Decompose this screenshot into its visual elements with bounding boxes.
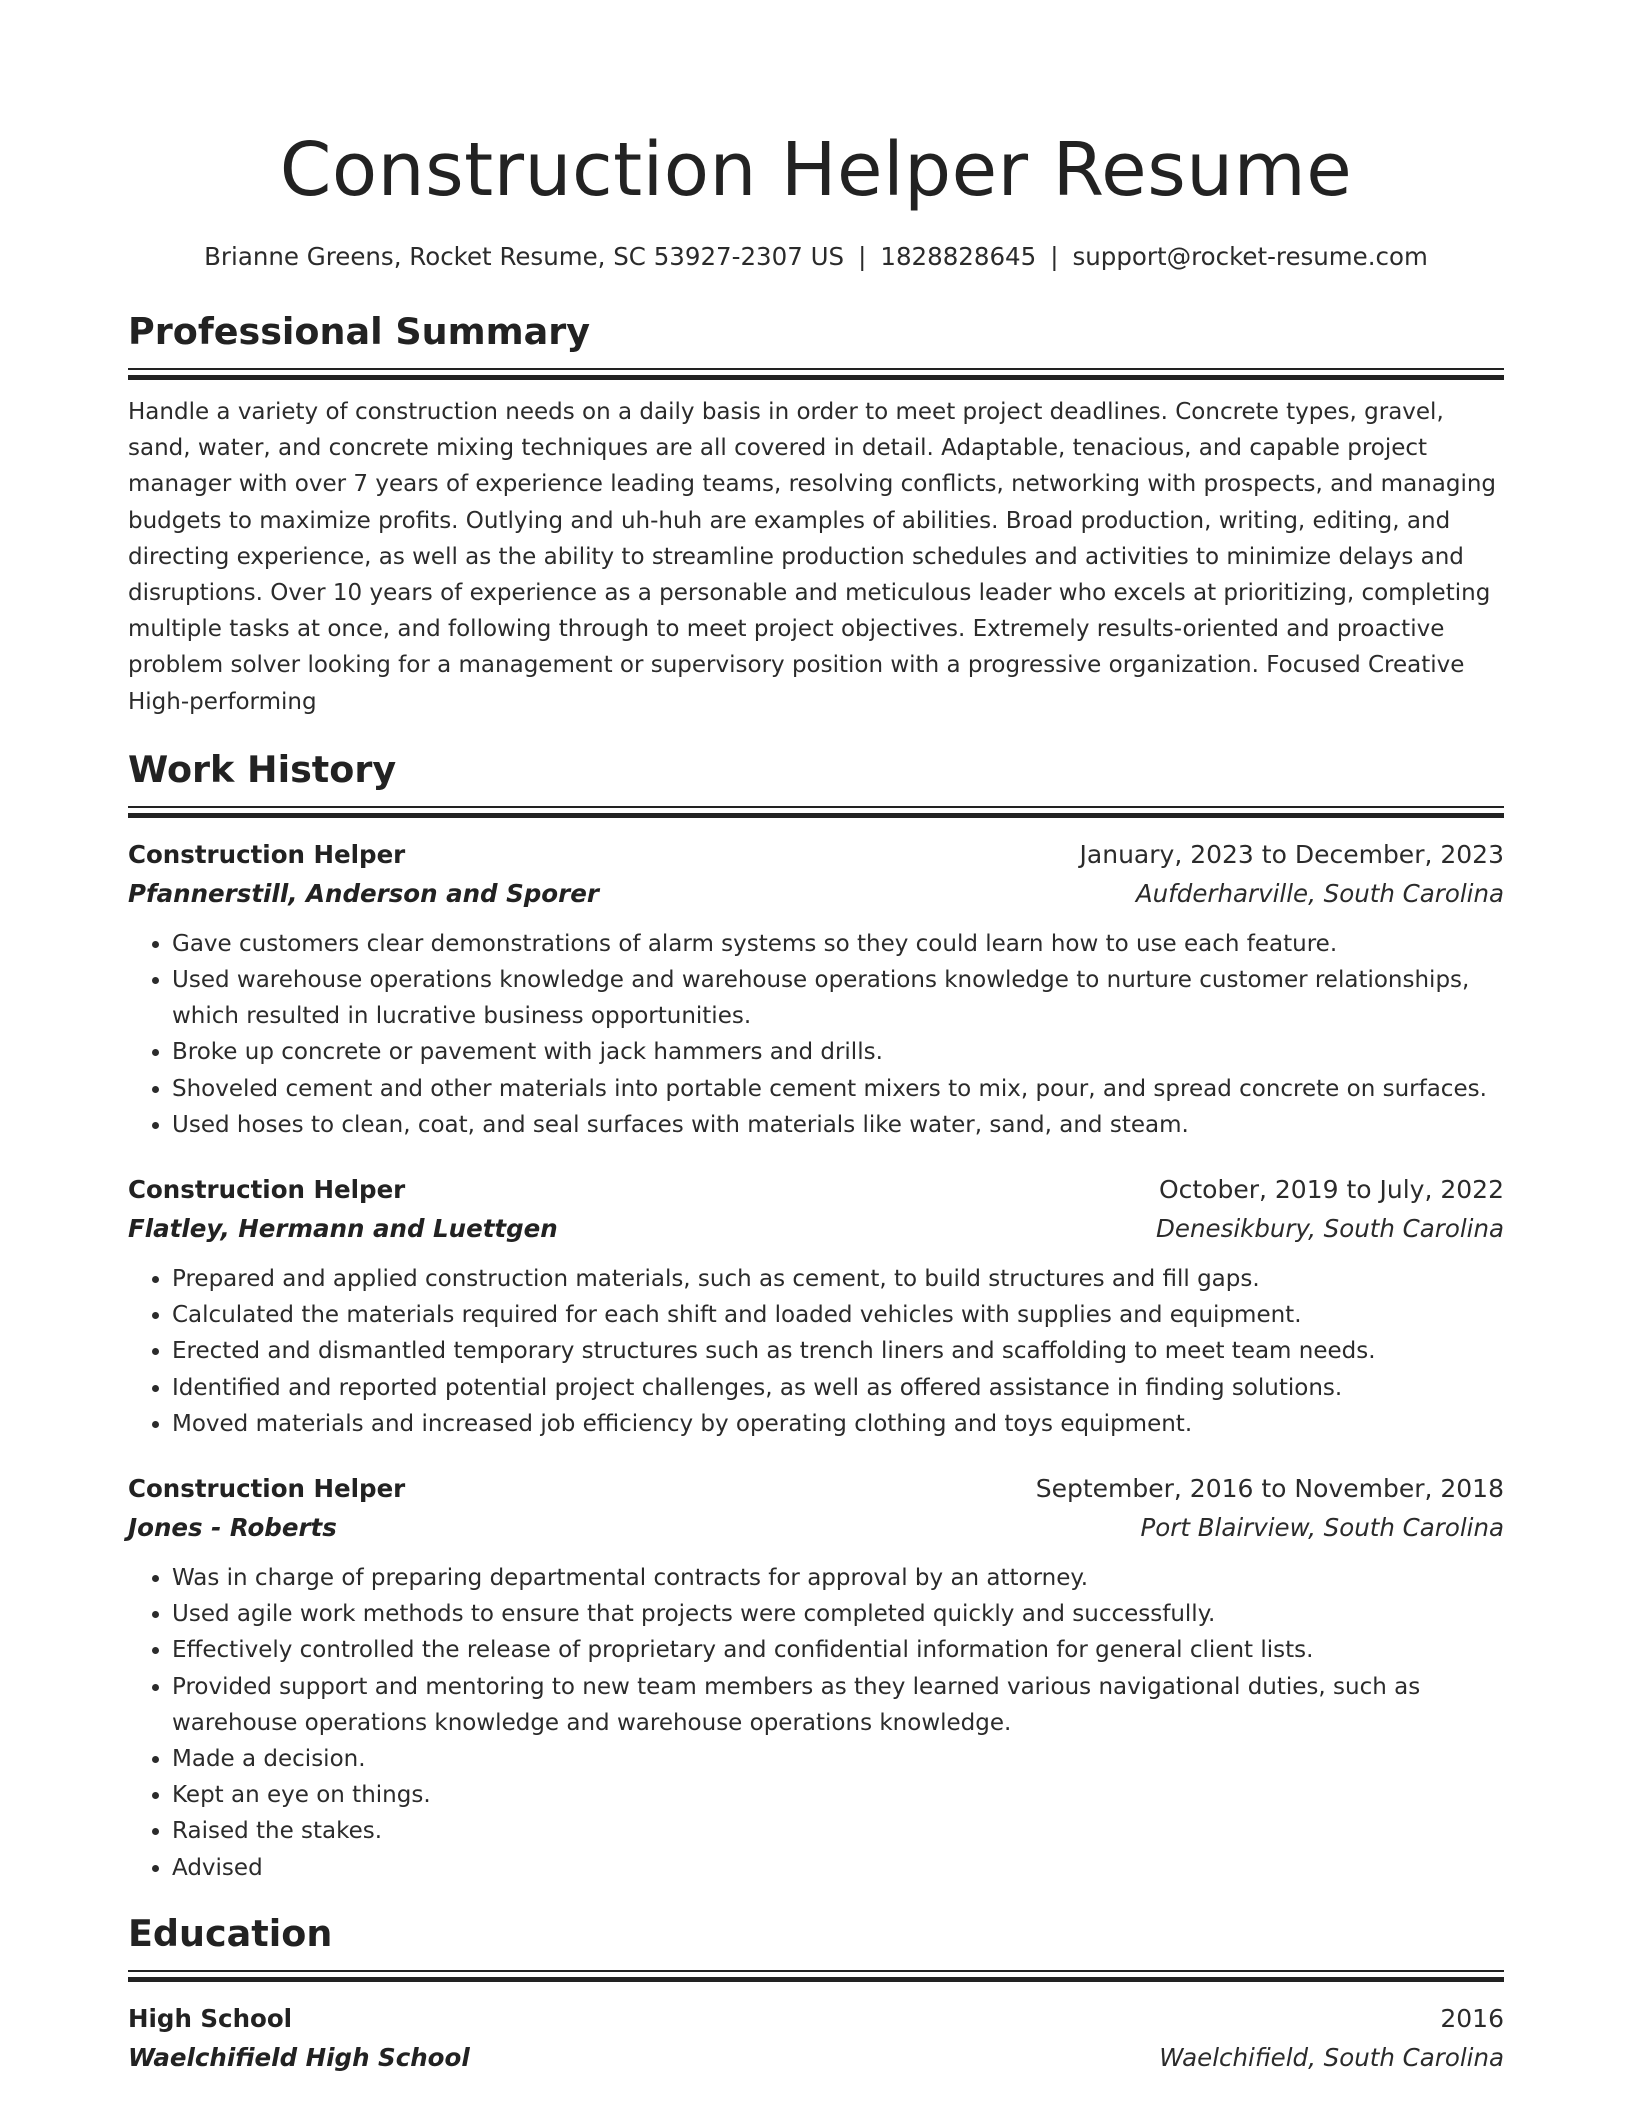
duty-item: • Moved materials and increased job efficiency by operating clothing and toys equipment. [172, 1406, 1504, 1442]
education-degree: High School [128, 2003, 293, 2033]
job-title: Construction Helper [128, 839, 406, 869]
section-rule-thin [128, 368, 1504, 370]
duty-item: • Used warehouse operations knowledge and warehouse operations knowledge to nurture customer relationships, which resulted in lucrative business opportunities. [172, 962, 1504, 1034]
job-dates: January, 2023 to December, 2023 [1079, 839, 1504, 869]
contact-email: support@rocket-resume.com [1072, 242, 1428, 271]
duty-item: • Calculated the materials required for each shift and loaded vehicles with supplies and equipment. [172, 1297, 1504, 1333]
job-location: Aufderharville, South Carolina [1135, 878, 1504, 908]
job-duties [128, 926, 1504, 1143]
section-rule-thin [128, 806, 1504, 808]
job-title: Construction Helper [128, 1474, 406, 1504]
education-school: Waelchifield High School [128, 2042, 470, 2072]
duty-item: • Prepared and applied construction materials, such as cement, to build structures and fill gaps. [172, 1261, 1504, 1297]
job-title: Construction Helper [128, 1175, 406, 1205]
job-company: Flatley, Hermann and Luettgen [128, 1214, 558, 1244]
section-rule-thick [128, 1977, 1504, 1982]
education-section [128, 1910, 1504, 2078]
education-year: 2016 [1440, 2003, 1504, 2033]
duty-item: • Broke up concrete or pavement with jack hammers and drills. [172, 1034, 1504, 1070]
contact-address: Brianne Greens, Rocket Resume, SC 53927-2307 US [204, 242, 845, 271]
duty-item: • Shoveled cement and other materials into portable cement mixers to mix, pour, and spread concrete on surfaces. [172, 1071, 1504, 1107]
duty-item: • Kept an eye on things. [172, 1777, 1504, 1813]
duty-item: • Effectively controlled the release of proprietary and confidential information for general client lists. [172, 1632, 1504, 1668]
work-history-heading: Work History [128, 747, 397, 791]
job-location: Port Blairview, South Carolina [1140, 1513, 1504, 1543]
education-heading: Education [128, 1911, 333, 1955]
contact-separator: | [858, 242, 867, 271]
job-location: Denesikbury, South Carolina [1156, 1214, 1504, 1244]
duty-item: • Was in charge of preparing departmental contracts for approval by an attorney. [172, 1560, 1504, 1596]
job-entry [128, 1171, 1504, 1442]
education-location: Waelchifield, South Carolina [1159, 2042, 1504, 2072]
section-rule-thick [128, 813, 1504, 818]
work-history-section [128, 746, 1504, 1886]
section-rule-thick [128, 375, 1504, 380]
resume-title: Construction Helper Resume [279, 127, 1353, 213]
job-duties [128, 1261, 1504, 1442]
education-entry [128, 2000, 1504, 2078]
duty-item: • Identified and reported potential project challenges, as well as offered assistance in finding solutions. [172, 1370, 1504, 1406]
job-entry [128, 1470, 1504, 1886]
duty-item: • Used agile work methods to ensure that projects were completed quickly and successfully. [172, 1596, 1504, 1632]
duty-item: • Raised the stakes. [172, 1813, 1504, 1849]
contact-phone: 1828828645 [880, 242, 1037, 271]
duty-item: • Made a decision. [172, 1741, 1504, 1777]
contact-line [128, 240, 1504, 274]
duty-item: • Provided support and mentoring to new team members as they learned various navigational duties, such as warehouse operations knowledge and warehouse operations knowledge. [172, 1669, 1504, 1741]
summary-heading: Professional Summary [128, 310, 591, 353]
job-company: Pfannerstill, Anderson and Sporer [128, 878, 599, 908]
duty-item: • Erected and dismantled temporary structures such as trench liners and scaffolding to meet team needs. [172, 1333, 1504, 1369]
section-rule-thin [128, 1970, 1504, 1972]
summary-section [128, 308, 1504, 720]
job-company: Jones - Roberts [128, 1513, 337, 1543]
job-entry [128, 836, 1504, 1143]
job-dates: September, 2016 to November, 2018 [1035, 1474, 1504, 1504]
job-duties [128, 1560, 1504, 1886]
job-dates: October, 2019 to July, 2022 [1158, 1175, 1504, 1205]
contact-separator: | [1050, 242, 1059, 271]
duty-item: • Advised [172, 1850, 1504, 1886]
duty-item: • Used hoses to clean, coat, and seal surfaces with materials like water, sand, and steam. [172, 1107, 1504, 1143]
duty-item: • Gave customers clear demonstrations of alarm systems so they could learn how to use each feature. [172, 926, 1504, 962]
summary-text: Handle a variety of construction needs on a daily basis in order to meet project deadlines. Concrete types, gravel, sand, water, and concrete mixing techniques are all covered in detail. Adaptable, tenacious, and capable project manager with over 7 years of experience leading teams, resolving conflicts, networking with prospects, and managing budgets to maximize profits. Outlying and uh-huh are examples of abilities. Broad production, writing, editing, and directing experience, as well as the ability to streamline production schedules and activities to minimize delays and disruptions. Over 10 years of experience as a personable and meticulous leader who excels at prioritizing, completing multiple tasks at once, and following through to meet project objectives. Extremely results-oriented and proactive problem solver looking for a management or supervisory position with a progressive organization. Focused Creative High-performing [128, 399, 1497, 715]
